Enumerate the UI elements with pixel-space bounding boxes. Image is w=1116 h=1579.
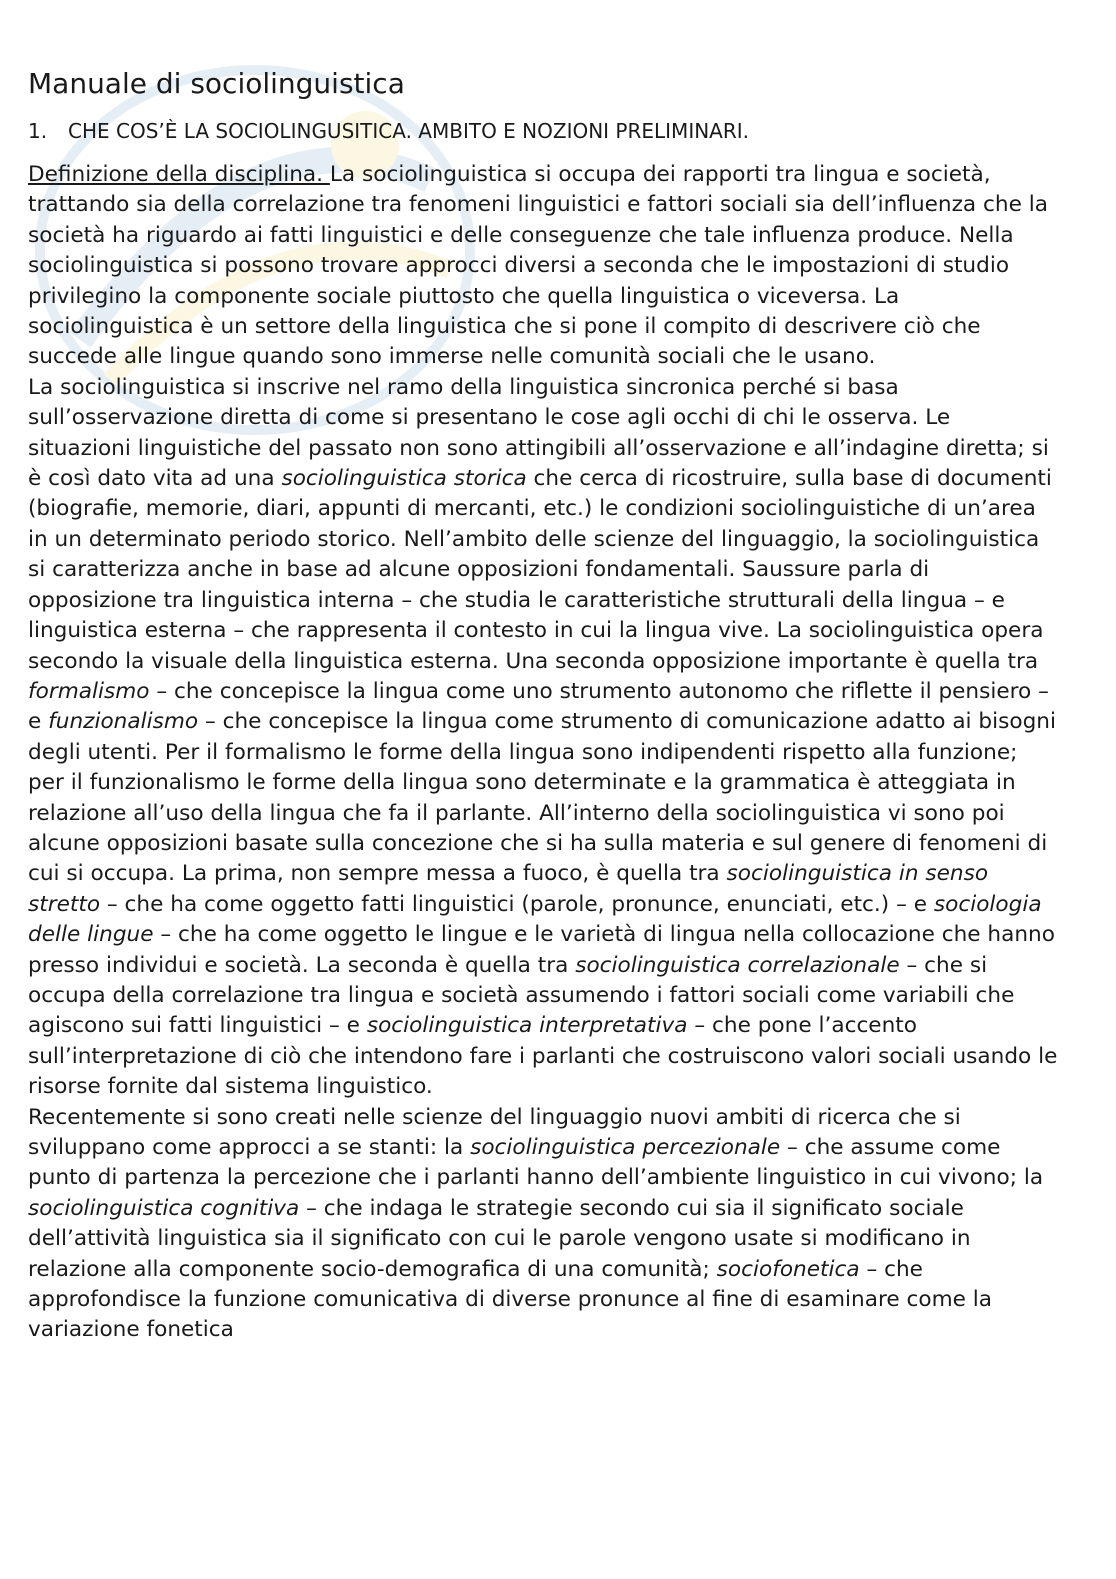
text-run: – che approfondisce la funzione comunicativa di diverse pronunce al fine di esaminare come la variazione fonetica — [28, 1256, 993, 1343]
chapter-number: 1. — [28, 119, 48, 143]
text-run: – che pone l’accento sull’interpretazione di ciò che intendono fare i parlanti che costruiscono valori sociali usando le risorse fornite dal sistema linguistico. — [28, 1013, 1058, 1100]
text-run: – che concepisce la lingua come uno strumento autonomo che riflette il pensiero – e — [28, 678, 1049, 735]
italic-term: sociolinguistica correlazionale — [575, 952, 900, 978]
text-run: La sociolinguistica si inscrive nel ramo della linguistica sincronica perché si basa sull’osservazione diretta di come si presentano le cose agli occhi di chi le osserva. Le situazioni linguistiche del passato non sono attingibili all’osservazione e all’indagine diretta; si è così dato vita ad una — [28, 374, 1049, 492]
text-run: Recentemente si sono creati nelle scienze del linguaggio nuovi ambiti di ricerca che si sviluppano come approcci a se stanti: la — [28, 1104, 961, 1160]
text-run: – che assume come punto di partenza la percezione che i parlanti hanno dell’ambiente linguistico in cui vivono; la — [28, 1135, 1044, 1191]
document-title: Manuale di sociolinguistica — [28, 67, 405, 100]
text-run: – che concepisce la lingua come strumento di comunicazione adatto ai bisogni degli utenti. Per il formalismo le forme della lingua sono indipendenti rispetto alla funzione; per il funzionalismo le forme della lingua sono determinate e la grammatica è atteggiata in relazione all’uso della lingua che fa il parlante. All’interno della sociolinguistica vi sono poi alcune opposizioni basate sulla concezione che si ha sulla materia e sul genere di fenomeni di cui si occupa. La prima, non sempre messa a fuoco, è quella tra — [28, 709, 1056, 887]
chapter-heading — [28, 116, 1058, 146]
italic-term: sociolinguistica in senso stretto — [28, 861, 989, 917]
chapter-title: CHE COS’È LA SOCIOLINGUSITICA. AMBITO E NOZIONI PRELIMINARI. — [68, 119, 750, 143]
italic-term: formalismo — [28, 678, 150, 704]
text-run: – che ha come oggetto le lingue e le varietà di lingua nella collocazione che hanno presso individui e società. La seconda è quella tra — [28, 922, 1055, 978]
italic-term: sociologia delle lingue — [28, 891, 1042, 948]
italic-term: sociolinguistica cognitiva — [28, 1195, 300, 1221]
paragraph-3 — [28, 1103, 1058, 1346]
italic-term: sociofonetica — [716, 1256, 860, 1282]
italic-term: funzionalismo — [48, 709, 199, 735]
italic-term: sociolinguistica interpretativa — [366, 1013, 688, 1039]
text-run: che cerca di ricostruire, sulla base di documenti (biografie, memorie, diari, appunti di mercanti, etc.) le condizioni sociolinguistiche di un’area in un determinato periodo storico. Nell’ambito delle scienze del linguaggio, la sociolinguistica si caratterizza anche in base ad alcune opposizioni fondamentali. Saussure parla di opposizione tra linguistica interna – che studia le caratteristiche strutturali della lingua – e linguistica esterna – che rappresenta il contesto in cui la lingua vive. La sociolinguistica opera secondo la visuale della linguistica esterna. Una seconda opposizione importante è quella tra — [28, 466, 1052, 674]
italic-term: sociolinguistica storica — [281, 466, 527, 492]
paragraph-2 — [28, 373, 1058, 1103]
text-run: – che ha come oggetto fatti linguistici (parole, pronunce, enunciati, etc.) – e — [100, 891, 934, 917]
document-page — [28, 64, 1058, 1346]
paragraph-text: La sociolinguistica si occupa dei rapporti tra lingua e società, trattando sia della correlazione tra fenomeni linguistici e fattori sociali sia dell’influenza che la società ha riguardo ai fatti linguistici e delle conseguenze che tale influenza produce. Nella sociolinguistica si possono trovare approcci diversi a seconda che le impostazioni di studio privilegino la componente sociale piuttosto che quella linguistica o viceversa. La sociolinguistica è un settore della linguistica che si pone il compito di descrivere ciò che succede alle lingue quando sono immerse nelle comunità sociali che le usano. — [28, 162, 1048, 370]
italic-term: sociolinguistica percezionale — [470, 1135, 781, 1160]
text-run: – che indaga le strategie secondo cui sia il significato sociale dell’attività linguistica sia il significato con cui le parole vengono usate si modificano in relazione alla componente socio-demografica di una comunità; — [28, 1195, 971, 1282]
text-run: – che si occupa della correlazione tra lingua e società assumendo i fattori sociali come variabili che agiscono sui fatti linguistici – e — [28, 952, 1015, 1039]
paragraph-1 — [28, 160, 1058, 373]
paragraph-lead: Definizione della disciplina. — [28, 162, 330, 187]
